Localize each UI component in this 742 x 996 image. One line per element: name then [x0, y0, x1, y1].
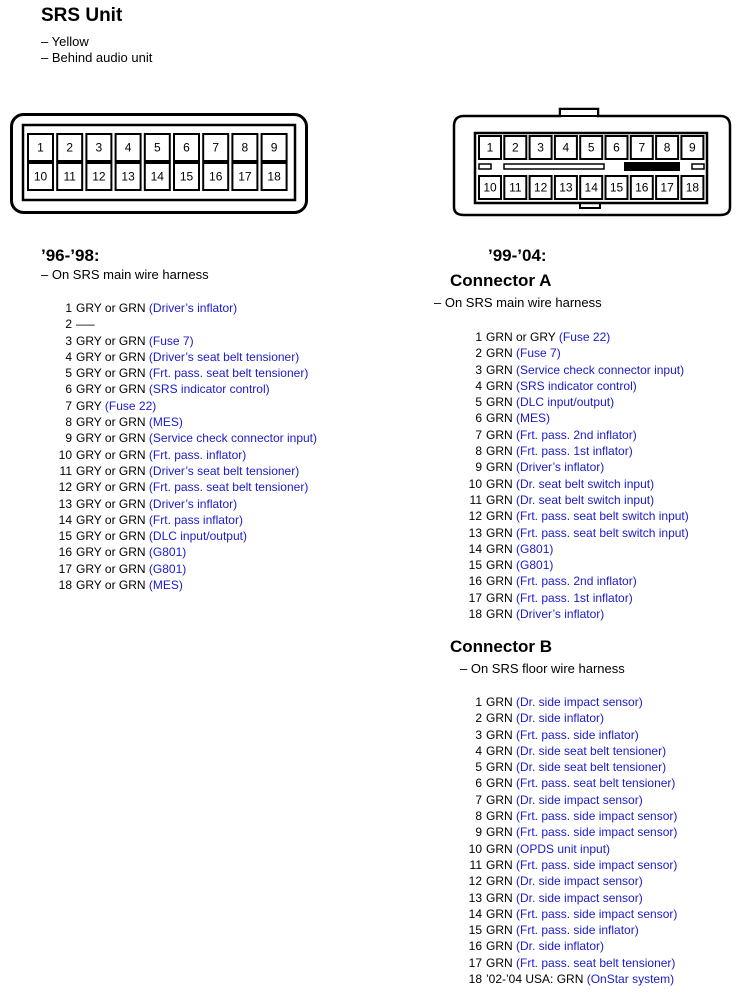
- pin-number: 8: [65, 415, 72, 430]
- pin-description: (G801): [148, 561, 187, 576]
- wire-color: GRN: [486, 792, 513, 807]
- pin-description: (Frt. pass. side impact sensor): [516, 906, 678, 921]
- pin-description: (Driver’s inflator): [516, 460, 605, 475]
- pin-label: 6: [613, 140, 620, 155]
- pin-number: 12: [468, 509, 482, 524]
- pin-label: 5: [587, 140, 595, 155]
- wire-color: GRN: [486, 492, 513, 507]
- pin-number: 5: [65, 366, 72, 381]
- header-notes: [41, 34, 152, 66]
- pin-number: 5: [475, 760, 482, 775]
- pin-row: [48, 577, 317, 593]
- pin-number: 7: [475, 792, 482, 807]
- pin-label: 7: [638, 140, 646, 155]
- pin-label: 10: [33, 169, 48, 184]
- connector-a-note: – On SRS main wire harness: [434, 295, 602, 310]
- pin-description: (Fuse 22): [558, 330, 611, 344]
- section-9698-heading: ’96-’98:: [41, 246, 100, 265]
- pin-row: [48, 398, 317, 414]
- pin-row: [48, 463, 317, 479]
- pin-row: [48, 349, 317, 365]
- pin-row: [48, 544, 317, 560]
- pin-label: 7: [212, 140, 220, 155]
- wire-color: GRN: [486, 711, 513, 726]
- wire-color: GRY or GRN: [76, 415, 146, 430]
- pin-label: 1: [486, 140, 494, 155]
- pin-description: (Frt. pass. side impact sensor): [516, 857, 678, 872]
- wire-color: GRN: [486, 395, 513, 410]
- pin-row: [458, 906, 677, 922]
- pin-list-connector-a: [458, 329, 689, 622]
- pin-description: (Dr. side seat belt tensioner): [516, 760, 667, 775]
- pin-description: (Frt. pass. seat belt switch input): [516, 509, 689, 524]
- pin-number: 11: [469, 857, 482, 872]
- pin-description: (Service check connector input): [516, 362, 685, 377]
- pin-number: 5: [475, 395, 482, 410]
- pin-number: 18: [468, 972, 482, 987]
- pin-description: (Driver’s seat belt tensioner): [148, 349, 300, 364]
- wire-color: GRY or GRN: [76, 333, 146, 348]
- pin-description: (Dr. seat belt switch input): [516, 492, 655, 507]
- pin-label: 16: [209, 169, 223, 184]
- pin-number: 18: [58, 578, 72, 593]
- pin-label: 9: [270, 140, 278, 155]
- pin-number: 10: [468, 476, 482, 491]
- wire-color: GRN: [486, 476, 513, 491]
- pin-description: (Dr. side impact sensor): [516, 890, 643, 905]
- wire-color: GRY or GRN: [76, 529, 146, 544]
- section-9698-note: – On SRS main wire harness: [41, 267, 209, 282]
- wire-color: GRY or GRN: [76, 512, 146, 527]
- pin-description: (Frt. pass. side inflator): [516, 923, 639, 938]
- pin-number: 13: [58, 496, 72, 511]
- wire-color: GRY or GRN: [76, 366, 146, 381]
- pin-description: (G801): [148, 545, 187, 560]
- pin-row: [458, 694, 677, 710]
- pin-row: [458, 508, 689, 524]
- pin-label: 4: [562, 140, 570, 155]
- pin-description: (Fuse 7): [516, 346, 561, 361]
- wire-color: GRY or GRN: [76, 480, 146, 495]
- wire-color: GRY or GRN: [76, 349, 146, 364]
- pin-description: (G801): [516, 558, 554, 573]
- wire-color: GRN: [486, 607, 513, 622]
- pin-row: [458, 808, 677, 824]
- pin-description: (Driver’s inflator): [148, 301, 238, 315]
- wire-color: GRN: [486, 890, 513, 905]
- pin-row: [458, 590, 689, 606]
- wire-color: GRN: [486, 590, 513, 605]
- wire-color: GRN: [486, 841, 513, 856]
- wire-color: GRN: [486, 574, 513, 589]
- pin-label: 17: [660, 180, 674, 195]
- connector-9698-diagram: [10, 113, 308, 214]
- pin-label: 8: [241, 140, 249, 155]
- pin-number: 3: [475, 727, 482, 742]
- pin-row: [458, 759, 677, 775]
- pin-number: 2: [475, 711, 482, 726]
- pin-label: 16: [635, 180, 649, 195]
- pin-row: [458, 378, 689, 394]
- pin-number: 12: [58, 480, 72, 495]
- pin-list-connector-b: [458, 694, 677, 987]
- pin-row: [458, 841, 677, 857]
- pin-row: [48, 333, 317, 349]
- pin-number: 10: [58, 447, 72, 462]
- pin-label: 11: [509, 180, 522, 195]
- pin-number: 9: [475, 825, 482, 840]
- pin-description: (Frt. pass. seat belt tensioner): [148, 480, 309, 495]
- pin-description: (Frt. pass. seat belt tensioner): [516, 776, 676, 791]
- pin-number: 14: [468, 541, 482, 556]
- pin-description: (Dr. side impact sensor): [516, 792, 643, 807]
- pin-row: [458, 971, 677, 987]
- connector-9698-pins: [28, 134, 287, 190]
- pin-number: 14: [468, 906, 482, 921]
- wire-color: GRN: [486, 955, 513, 970]
- wire-color: GRN: [486, 541, 513, 556]
- pin-label: 2: [66, 140, 74, 155]
- pin-number: 16: [58, 545, 72, 560]
- pin-number: 9: [65, 431, 72, 446]
- pin-row: [458, 345, 689, 361]
- pin-number: 3: [65, 333, 72, 348]
- pin-description: (Frt. pass. seat belt tensioner): [148, 366, 309, 381]
- wire-color: GRN: [486, 825, 513, 840]
- pin-description: (Driver’s seat belt tensioner): [148, 463, 300, 478]
- pin-description: (SRS indicator control): [516, 378, 637, 393]
- pin-description: (Frt. pass. 2nd inflator): [516, 427, 637, 442]
- pin-description: (MES): [148, 415, 183, 430]
- pin-description: (Dr. side impact sensor): [516, 874, 643, 889]
- wire-color: GRY: [76, 398, 102, 413]
- pin-row: [48, 528, 317, 544]
- pin-row: [458, 525, 689, 541]
- pin-description: (G801): [516, 541, 554, 556]
- pin-row: [48, 447, 317, 463]
- wire-color: GRN: [486, 857, 513, 872]
- wire-color: GRN: [486, 427, 513, 442]
- pin-label: 2: [511, 140, 519, 155]
- pin-description: (Frt. pass. 1st inflator): [516, 590, 633, 605]
- pin-row: [458, 329, 689, 345]
- pin-row: [48, 496, 317, 512]
- pin-description: (Dr. side inflator): [516, 711, 605, 726]
- pin-description: (Fuse 22): [104, 398, 157, 413]
- wire-color: GRN: [486, 923, 513, 938]
- pin-row: [458, 938, 677, 954]
- pin-description: (Frt. pass. inflator): [148, 447, 247, 462]
- pin-description: (DLC input/output): [516, 395, 615, 410]
- pin-label: 4: [124, 140, 132, 155]
- wire-color: GRN: [486, 695, 513, 709]
- pin-label: 12: [533, 180, 548, 195]
- pin-label: 5: [153, 140, 161, 155]
- wire-color: GRY or GRN: [76, 301, 146, 315]
- pin-row: [48, 561, 317, 577]
- pin-label: 18: [267, 169, 281, 184]
- pin-row: [48, 430, 317, 446]
- pin-number: 4: [475, 743, 482, 758]
- wire-color: GRN: [486, 809, 513, 824]
- wire-color: GRN: [486, 874, 513, 889]
- pin-number: 6: [475, 776, 482, 791]
- pin-number: 18: [468, 607, 482, 622]
- wire-color: GRY or GRN: [76, 431, 146, 446]
- pin-label: 3: [95, 140, 103, 155]
- pin-number: 8: [475, 444, 482, 459]
- pin-row: [458, 557, 689, 573]
- pin-label: 6: [183, 140, 190, 155]
- pin-row: [458, 410, 689, 426]
- pin-label: 13: [559, 180, 573, 195]
- pin-description: (Frt. pass inflator): [148, 512, 243, 527]
- pin-number: 13: [468, 890, 482, 905]
- wire-color: GRY or GRN: [76, 578, 146, 593]
- wire-color: GRN: [486, 509, 513, 524]
- pin-number: 2: [65, 317, 72, 332]
- pin-row: [458, 394, 689, 410]
- pin-number: 17: [58, 561, 72, 576]
- pin-description: (Fuse 7): [148, 333, 194, 348]
- pin-row: [458, 955, 677, 971]
- wire-color: GRN: [486, 346, 513, 361]
- wire-color: GRY or GRN: [76, 382, 146, 397]
- pin-label: 14: [584, 180, 598, 195]
- wire-color: GRN: [486, 776, 513, 791]
- pin-description: (Frt. pass. side impact sensor): [516, 825, 678, 840]
- pin-number: 8: [475, 809, 482, 824]
- pin-description: (Driver’s inflator): [148, 496, 238, 511]
- pin-row: [48, 512, 317, 528]
- pin-row: [458, 743, 677, 759]
- pin-row: [458, 459, 689, 475]
- pin-label: 17: [238, 169, 252, 184]
- pin-label: 10: [483, 180, 497, 195]
- pin-description: (Dr. side inflator): [516, 939, 605, 954]
- pin-row: [458, 873, 677, 889]
- pin-number: 14: [58, 512, 72, 527]
- pin-label: 14: [150, 169, 164, 184]
- note-color: – Yellow: [41, 34, 89, 49]
- pin-row: [458, 541, 689, 557]
- pin-row: [48, 414, 317, 430]
- pin-row: [458, 573, 689, 589]
- connector-9904-diagram: [452, 107, 732, 219]
- pin-row: [48, 300, 317, 316]
- connector-b-note: – On SRS floor wire harness: [460, 661, 625, 676]
- wire-color: GRY or GRN: [76, 463, 146, 478]
- pin-row: [48, 365, 317, 381]
- pin-row: [458, 710, 677, 726]
- pin-description: (Service check connector input): [148, 431, 317, 446]
- pin-row: [458, 890, 677, 906]
- pin-label: 3: [537, 140, 544, 155]
- pin-row: [48, 316, 317, 332]
- connector-b-title: Connector B: [450, 637, 552, 656]
- pin-number: 6: [475, 411, 482, 426]
- pin-number: 6: [65, 382, 72, 397]
- pin-row: [458, 443, 689, 459]
- wire-color: GRN: [486, 378, 513, 393]
- pin-label: 1: [37, 140, 44, 155]
- pin-number: 16: [468, 939, 482, 954]
- pin-description: (MES): [516, 411, 551, 426]
- pin-number: 17: [468, 955, 482, 970]
- wire-color: GRY or GRN: [76, 496, 146, 511]
- pin-row: [48, 479, 317, 495]
- note-location: – Behind audio unit: [41, 50, 153, 65]
- pin-description: (DLC input/output): [148, 529, 247, 544]
- pin-label: 11: [63, 169, 76, 184]
- pin-row: [458, 922, 677, 938]
- wire-color: GRN: [486, 906, 513, 921]
- wire-color: GRY or GRN: [76, 545, 146, 560]
- wire-color: GRN: [486, 558, 513, 573]
- wire-color: ’02-’04 USA: GRN: [486, 972, 584, 987]
- pin-row: [458, 727, 677, 743]
- wire-color: GRN or GRY: [486, 330, 556, 344]
- connector-a-title: Connector A: [450, 271, 552, 290]
- pin-number: 1: [475, 695, 482, 709]
- pin-number: 16: [468, 574, 482, 589]
- pin-row: [458, 775, 677, 791]
- pin-row: [458, 792, 677, 808]
- pin-number: 4: [475, 378, 482, 393]
- pin-number: 1: [475, 330, 482, 344]
- pin-row: [458, 857, 677, 873]
- pin-number: 2: [475, 346, 482, 361]
- wire-color: GRN: [486, 727, 513, 742]
- pin-number: 10: [468, 841, 482, 856]
- pin-description: (Dr. seat belt switch input): [516, 476, 655, 491]
- pin-number: 9: [475, 460, 482, 475]
- pin-description: (Dr. side seat belt tensioner): [516, 743, 667, 758]
- pin-row: [458, 362, 689, 378]
- pin-number: 4: [65, 349, 72, 364]
- pin-description: (OPDS unit input): [516, 841, 611, 856]
- wire-color: GRN: [486, 444, 513, 459]
- section-9904-heading: ’99-’04:: [488, 246, 547, 265]
- pin-description: (Frt. pass. seat belt switch input): [516, 525, 689, 540]
- pin-description: (SRS indicator control): [148, 382, 270, 397]
- pin-number: 15: [468, 923, 482, 938]
- wire-color: GRN: [486, 743, 513, 758]
- pin-description: (Dr. side impact sensor): [516, 695, 643, 709]
- pin-label: 15: [179, 169, 194, 184]
- pin-number: 7: [65, 398, 72, 413]
- pin-row: [458, 492, 689, 508]
- pin-label: 12: [92, 169, 106, 184]
- pin-row: [458, 606, 689, 622]
- pin-number: 15: [468, 558, 482, 573]
- wire-color: GRN: [486, 460, 513, 475]
- pin-label: 18: [685, 180, 700, 195]
- pin-number: 17: [468, 590, 482, 605]
- pin-number: 1: [65, 301, 72, 315]
- wire-color: GRN: [486, 362, 513, 377]
- pin-label: 9: [689, 140, 696, 155]
- pin-row: [458, 824, 677, 840]
- pin-description: (Frt. pass. side impact sensor): [516, 809, 678, 824]
- pin-description: (Frt. pass. 2nd inflator): [516, 574, 637, 589]
- pin-number: 11: [59, 463, 72, 478]
- pin-description: (Frt. pass. 1st inflator): [516, 444, 633, 459]
- wire-color: GRN: [486, 411, 513, 426]
- pin-number: 11: [469, 492, 482, 507]
- pin-number: 12: [468, 874, 482, 889]
- wire-color: GRN: [486, 939, 513, 954]
- pin-number: 13: [468, 525, 482, 540]
- pin-description: (OnStar system): [586, 972, 675, 987]
- pin-description: (Frt. pass. seat belt tensioner): [516, 955, 676, 970]
- wire-color: —–: [76, 317, 95, 332]
- pin-number: 3: [475, 362, 482, 377]
- pin-row: [48, 381, 317, 397]
- pin-description: (MES): [148, 578, 183, 593]
- pin-label: 15: [609, 180, 624, 195]
- wire-color: GRY or GRN: [76, 561, 146, 576]
- wire-color: GRY or GRN: [76, 447, 146, 462]
- pin-row: [458, 476, 689, 492]
- pin-description: (Frt. pass. side inflator): [516, 727, 639, 742]
- wire-color: GRN: [486, 760, 513, 775]
- pin-number: 15: [58, 529, 72, 544]
- pin-number: 7: [475, 427, 482, 442]
- pin-list-9698: [48, 300, 317, 593]
- pin-label: 13: [121, 169, 135, 184]
- wire-color: GRN: [486, 525, 513, 540]
- pin-description: (Driver’s inflator): [516, 607, 605, 622]
- pin-label: 8: [663, 140, 671, 155]
- page-title: SRS Unit: [41, 5, 123, 26]
- pin-row: [458, 427, 689, 443]
